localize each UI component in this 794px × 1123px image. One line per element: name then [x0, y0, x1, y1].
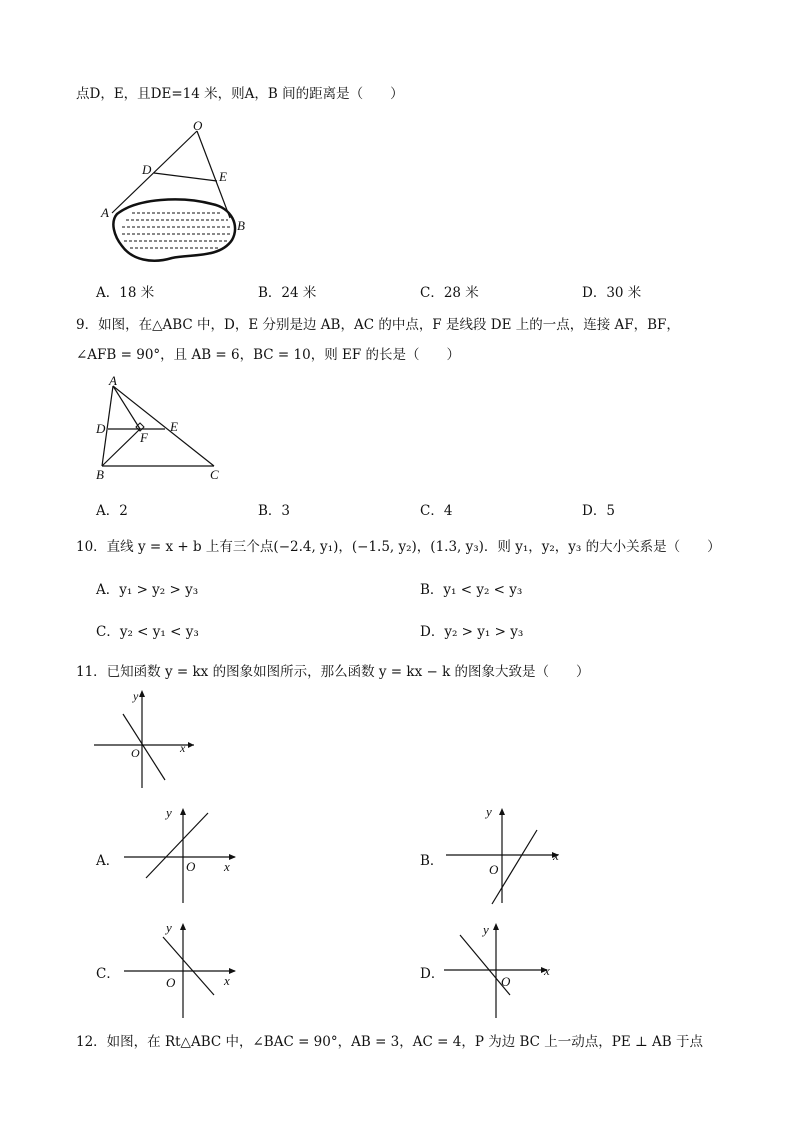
origin-label: O — [501, 974, 511, 989]
q8-figure — [92, 118, 262, 268]
q8-option-a[interactable]: A．18 米 — [96, 285, 155, 301]
q11-option-d-label[interactable]: D． — [420, 966, 445, 982]
q9-line1: 9．如图，在△ABC 中，D，E 分别是边 AB，AC 的中点，F 是线段 DE 上的一点，连接 AF，BF， — [76, 317, 680, 333]
axis-y-label: y — [166, 805, 172, 820]
q10-option-a[interactable]: A．y₁ > y₂ > y₃ — [96, 582, 199, 598]
q11-option-b-graph[interactable] — [440, 800, 570, 905]
q10-text: 10．直线 y = x + b 上有三个点(−2.4, y₁)，(−1.5, y₂)，(1.3, y₃)．则 y₁，y₂，y₃ 的大小关系是（ ） — [76, 539, 721, 555]
label-D: D — [96, 421, 106, 436]
label-A: A — [109, 374, 117, 388]
q11-option-b-label[interactable]: B． — [420, 853, 444, 869]
origin-label: O — [131, 746, 140, 760]
axis-x-label: x — [553, 848, 559, 863]
q9-option-d[interactable]: D．5 — [582, 503, 615, 519]
label-D: D — [142, 162, 152, 177]
label-O: O — [193, 118, 203, 133]
origin-label: O — [186, 859, 196, 874]
label-E: E — [170, 419, 178, 434]
q8-option-d[interactable]: D．30 米 — [582, 285, 642, 301]
label-A: A — [101, 205, 109, 220]
q11-option-a-graph[interactable] — [120, 800, 240, 905]
label-C: C — [210, 467, 219, 482]
label-B: B — [96, 467, 104, 482]
axis-y-label: y — [166, 920, 172, 935]
label-E: E — [219, 169, 227, 184]
q9-option-a[interactable]: A．2 — [96, 503, 128, 519]
axis-x-label: x — [224, 859, 230, 874]
q10-option-b[interactable]: B．y₁ < y₂ < y₃ — [420, 582, 523, 598]
q11-option-a-label[interactable]: A． — [96, 853, 120, 869]
label-B: B — [237, 218, 245, 233]
q8-text: 点D，E，且DE=14 米，则A，B 间的距离是（ ） — [76, 86, 404, 102]
axis-y-label: y — [483, 922, 489, 937]
q11-option-c-graph[interactable] — [120, 915, 240, 1020]
q9-option-b[interactable]: B．3 — [258, 503, 291, 519]
q9-figure — [92, 374, 232, 484]
q11-option-d-graph[interactable] — [440, 915, 560, 1020]
q11-given-graph — [90, 688, 200, 788]
q12-text: 12．如图，在 Rt△ABC 中，∠BAC = 90°，AB = 3，AC = 4，P 为边 BC 上一动点，PE ⊥ AB 于点 — [76, 1034, 703, 1050]
q8-option-c[interactable]: C．28 米 — [420, 285, 479, 301]
q8-option-b[interactable]: B．24 米 — [258, 285, 317, 301]
q11-option-c-label[interactable]: C． — [96, 966, 120, 982]
axis-x-label: x — [544, 963, 550, 978]
label-F: F — [140, 430, 148, 445]
q9-line2: ∠AFB = 90°，且 AB = 6，BC = 10，则 EF 的长是（ ） — [76, 347, 460, 363]
origin-label: O — [489, 862, 499, 877]
axis-y-label: y — [486, 804, 492, 819]
axis-x-label: x — [180, 741, 186, 755]
q10-option-d[interactable]: D．y₂ > y₁ > y₃ — [420, 624, 524, 640]
q11-text: 11．已知函数 y = kx 的图象如图所示，那么函数 y = kx − k 的图象大致是（ ） — [76, 664, 590, 680]
axis-x-label: x — [224, 973, 230, 988]
q10-option-c[interactable]: C．y₂ < y₁ < y₃ — [96, 624, 199, 640]
q9-option-c[interactable]: C．4 — [420, 503, 453, 519]
origin-label: O — [166, 975, 176, 990]
axis-y-label: y — [133, 689, 139, 703]
